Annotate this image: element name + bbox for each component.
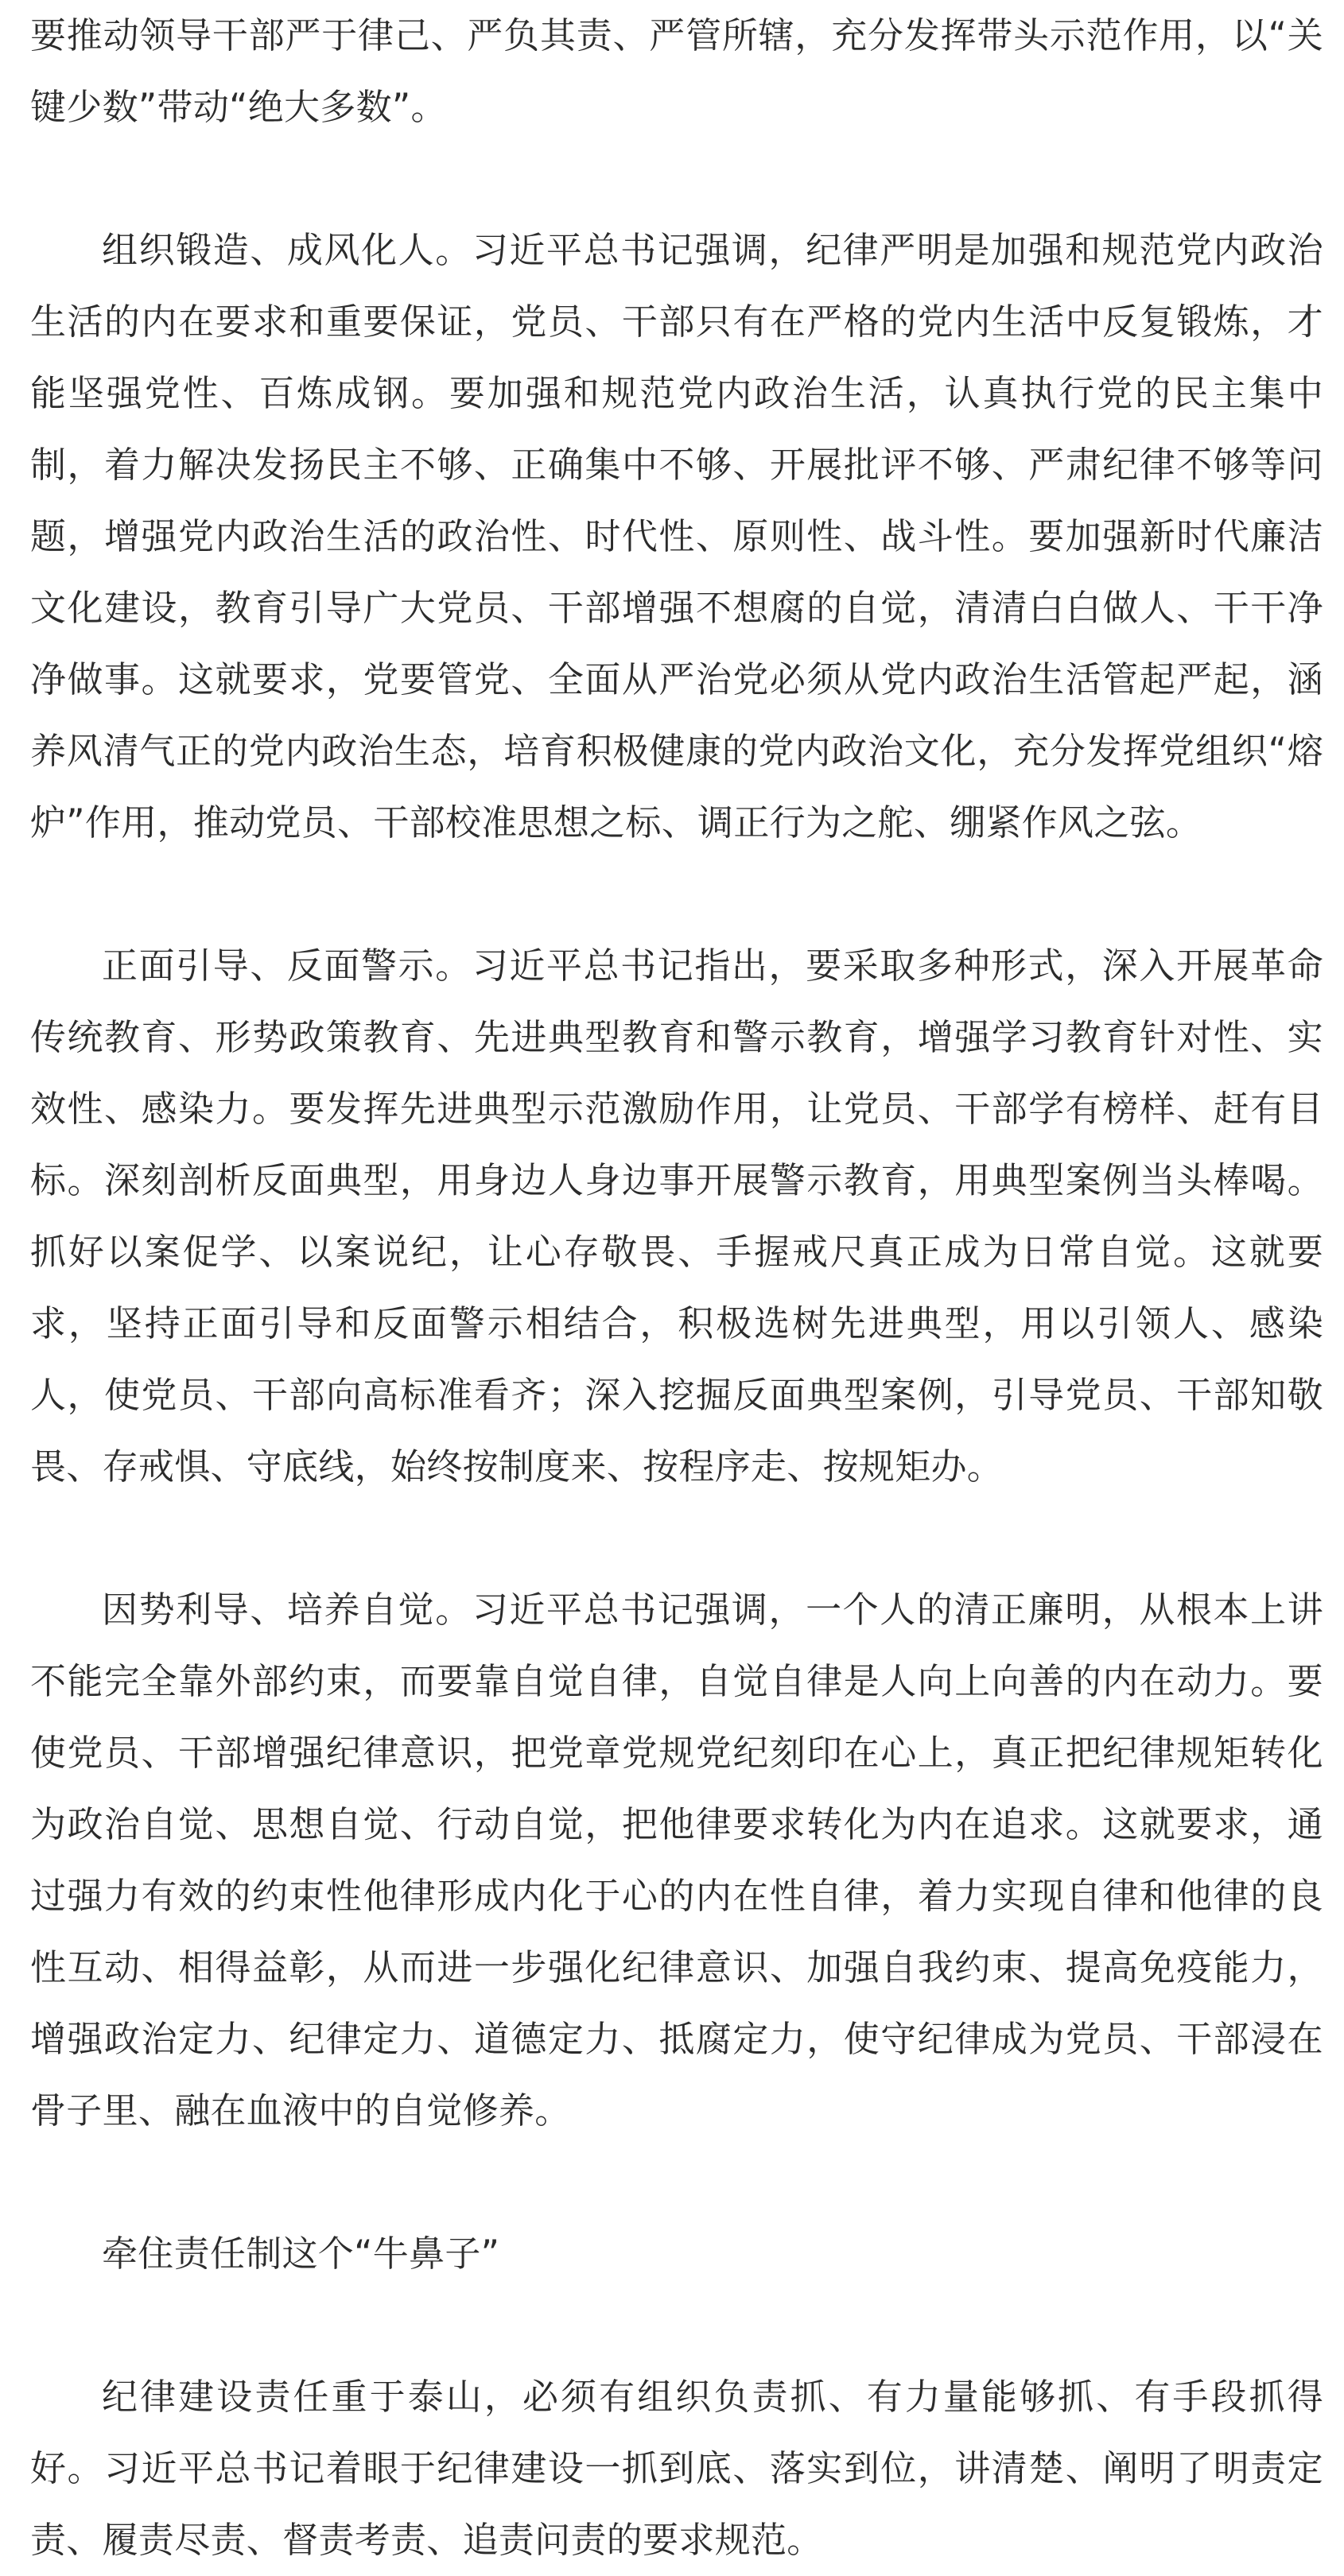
paragraph-spacer: [30, 2290, 1323, 2361]
paragraph-spacer: [30, 2147, 1323, 2218]
paragraph-positive-guidance: 正面引导、反面警示。习近平总书记指出，要采取多种形式，深入开展革命传统教育、形势政策教育、先进典型教育和警示教育，增强学习教育针对性、实效性、感染力。要发挥先进典型示范激励作用，让党员、干部学有榜样、赶有目标。深刻剖析反面典型，用身边人身边事开展警示教育，用典型案例当头棒喝。抓好以案促学、以案说纪，让心存敬畏、手握戒尺真正成为日常自觉。这就要求，坚持正面引导和反面警示相结合，积极选树先进典型，用以引领人、感染人，使党员、干部向高标准看齐；深入挖掘反面典型案例，引导党员、干部知敬畏、存戒惧、守底线，始终按制度来、按程序走、按规矩办。: [30, 945, 1323, 1488]
paragraph-spacer: [30, 143, 1323, 215]
paragraph-self-discipline: 因势利导、培养自觉。习近平总书记强调，一个人的清正廉明，从根本上讲不能完全靠外部约束，而要靠自觉自律，自觉自律是人向上向善的内在动力。要使党员、干部增强纪律意识，把党章党规党纪刻印在心上，真正把纪律规矩转化为政治自觉、思想自觉、行动自觉，把他律要求转化为内在追求。这就要求，通过强力有效的约束性他律形成内化于心的内在性自律，着力实现自律和他律的良性互动、相得益彰，从而进一步强化纪律意识、加强自我约束、提高免疫能力，增强政治定力、纪律定力、道德定力、抵腐定力，使守纪律成为党员、干部浸在骨子里、融在血液中的自觉修养。: [30, 1589, 1323, 2132]
paragraph-responsibility: 纪律建设责任重于泰山，必须有组织负责抓、有力量能够抓、有手段抓得好。习近平总书记着眼于纪律建设一抓到底、落实到位，讲清楚、阐明了明责定责、履责尽责、督责考责、追责问责的要求规范。: [30, 2376, 1323, 2561]
article-body: [30, 0, 1323, 2576]
section-heading: 牵住责任制这个“牛鼻子”: [102, 2233, 500, 2275]
paragraph-lead-continuation: 要推动领导干部严于律己、严负其责、严管所辖，充分发挥带头示范作用，以“关键少数”带动“绝大多数”。: [30, 14, 1323, 128]
paragraph-spacer: [30, 1503, 1323, 1574]
paragraph-spacer: [30, 859, 1323, 930]
paragraph-organization-forging: 组织锻造、成风化人。习近平总书记强调，纪律严明是加强和规范党内政治生活的内在要求和重要保证，党员、干部只有在严格的党内生活中反复锻炼，才能坚强党性、百炼成钢。要加强和规范党内政治生活，认真执行党的民主集中制，着力解决发扬民主不够、正确集中不够、开展批评不够、严肃纪律不够等问题，增强党内政治生活的政治性、时代性、原则性、战斗性。要加强新时代廉洁文化建设，教育引导广大党员、干部增强不想腐的自觉，清清白白做人、干干净净做事。这就要求，党要管党、全面从严治党必须从党内政治生活管起严起，涵养风清气正的党内政治生态，培育积极健康的党内政治文化，充分发挥党组织“熔炉”作用，推动党员、干部校准思想之标、调正行为之舵、绷紧作风之弦。: [30, 229, 1323, 844]
